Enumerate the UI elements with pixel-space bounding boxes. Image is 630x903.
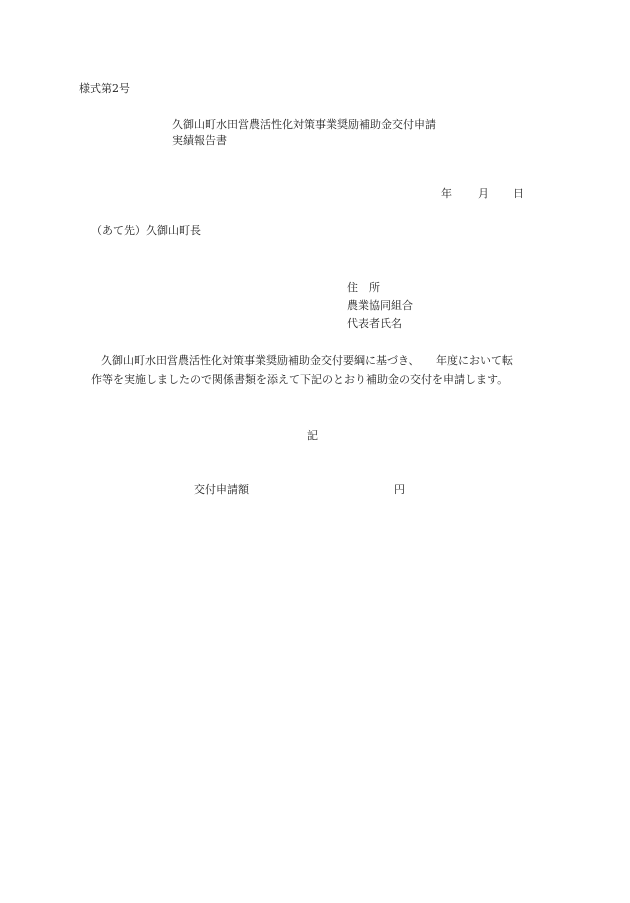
document-title-line-1: 久御山町水田営農活性化対策事業奨励補助金交付申請 <box>172 118 436 131</box>
address-label: 住 所 <box>347 281 380 294</box>
ki-heading: 記 <box>307 429 318 442</box>
date-month-label: 月 <box>478 187 489 200</box>
form-number: 様式第2号 <box>79 82 130 95</box>
date-line <box>441 186 531 202</box>
date-day-label: 日 <box>513 187 524 200</box>
addressee: （あて先）久御山町長 <box>91 224 201 237</box>
amount-unit: 円 <box>394 483 405 496</box>
body-text-line-2: 作等を実施しましたので関係書類を添えて下記のとおり補助金の交付を申請します。 <box>91 373 509 386</box>
sender-block <box>347 279 413 333</box>
document-title-line-2: 実績報告書 <box>172 134 227 147</box>
organization-label: 農業協同組合 <box>347 299 413 312</box>
amount-label: 交付申請額 <box>194 483 249 496</box>
representative-label: 代表者氏名 <box>347 317 402 330</box>
body-text-line-1: 久御山町水田営農活性化対策事業奨励補助金交付要綱に基づき、 年度において転 <box>101 354 514 367</box>
date-year-label: 年 <box>441 187 452 200</box>
